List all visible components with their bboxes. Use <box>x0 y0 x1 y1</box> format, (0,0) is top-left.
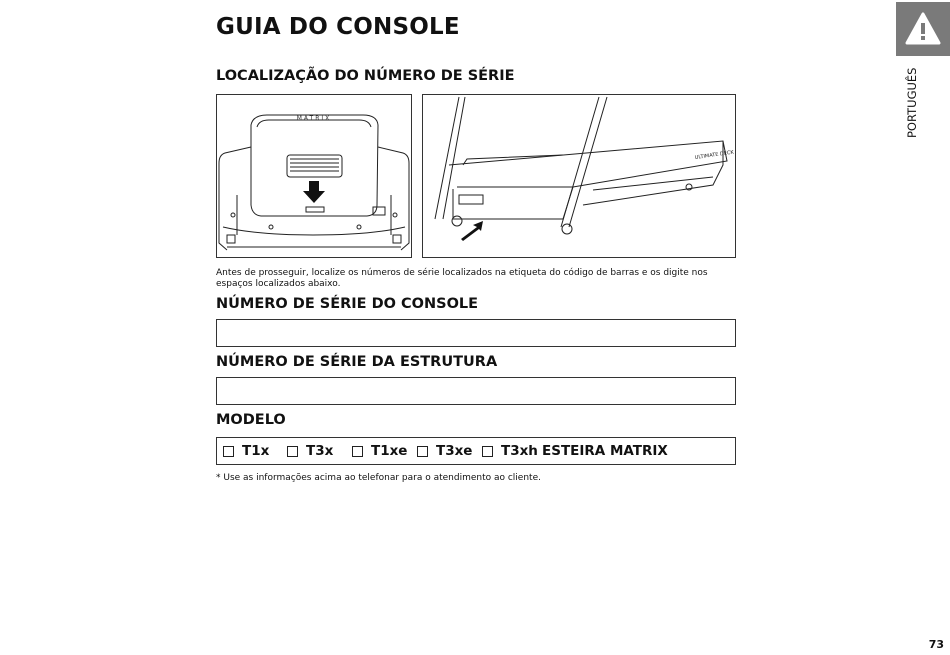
model-option-t3x[interactable]: T3x <box>287 443 352 459</box>
model-option-t3xe[interactable]: T3xe <box>417 443 482 459</box>
page-number: 73 <box>928 638 944 651</box>
console-serial-heading: NÚMERO DE SÉRIE DO CONSOLE <box>216 296 479 312</box>
model-option-t1x[interactable]: T1x <box>223 443 287 459</box>
intro-paragraph: Antes de prosseguir, localize os números de série localizados na etiqueta do código de barras e os digite nos espaços localizados abaixo. <box>216 268 708 289</box>
model-option-t1xe[interactable]: T1xe <box>352 443 417 459</box>
frame-serial-heading: NÚMERO DE SÉRIE DA ESTRUTURA <box>216 354 498 370</box>
frame-illustration <box>422 94 736 258</box>
page-title: GUIA DO CONSOLE <box>216 14 460 40</box>
model-suffix: ESTEIRA MATRIX <box>542 443 668 459</box>
console-illustration <box>216 94 412 258</box>
checkbox[interactable] <box>482 446 493 457</box>
language-label <box>902 66 922 141</box>
svg-text:ULTIMATE DECK: ULTIMATE DECK <box>694 149 735 161</box>
frame-serial-field[interactable] <box>216 377 736 405</box>
model-heading: MODELO <box>216 412 286 428</box>
checkbox[interactable] <box>223 446 234 457</box>
arrow-down-icon <box>303 181 325 203</box>
console-serial-field[interactable] <box>216 319 736 347</box>
checkbox[interactable] <box>417 446 428 457</box>
model-option-t3xh[interactable]: T3xh <box>482 443 542 459</box>
arrow-up-right-icon <box>461 221 483 241</box>
footnote: * Use as informações acima ao telefonar para o atendimento ao cliente. <box>216 473 541 483</box>
checkbox[interactable] <box>352 446 363 457</box>
section-heading-location: LOCALIZAÇÃO DO NÚMERO DE SÉRIE <box>216 68 515 84</box>
model-selector <box>216 437 736 465</box>
warning-triangle-icon <box>896 2 950 56</box>
svg-text:PORTUGUÊS: PORTUGUÊS <box>905 67 919 138</box>
warning-tab <box>896 2 950 56</box>
svg-text:MATRIX: MATRIX <box>296 115 332 122</box>
checkbox[interactable] <box>287 446 298 457</box>
